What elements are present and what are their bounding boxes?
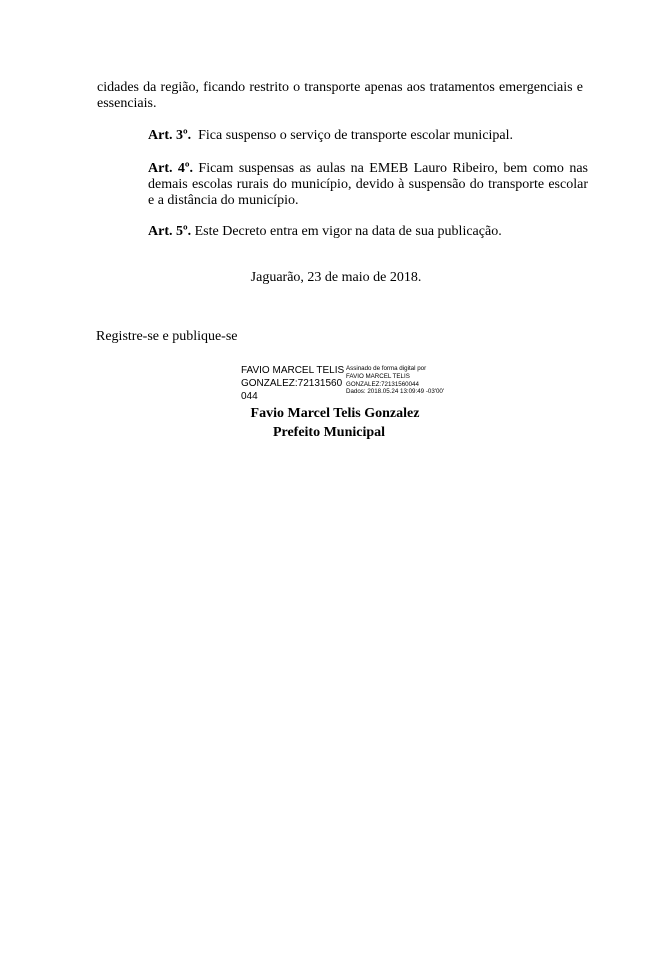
article-3-label: Art. 3º. — [148, 128, 192, 143]
digital-signature-line: Dados: 2018.05.24 13:09:49 -03'00' — [346, 388, 445, 396]
article-4 — [148, 161, 588, 209]
intro-paragraph-continuation: cidades da região, ficando restrito o transporte apenas aos tratamentos emergenciais e essenciais. — [97, 80, 583, 111]
digital-signature-line: FAVIO MARCEL TELIS — [346, 372, 410, 380]
digital-signature-line: GONZALEZ:72131560044 — [346, 380, 419, 388]
dateline — [0, 270, 672, 286]
digital-signature-line: Assinado de forma digital por — [346, 365, 427, 372]
dateline-text: Jaguarão, 23 de maio de 2018. — [250, 270, 422, 285]
article-5 — [148, 224, 588, 240]
article-3-text: Fica suspenso o serviço de transporte escolar municipal. — [198, 128, 514, 143]
article-5-text: Este Decreto entra em vigor na data de sua publicação. — [194, 224, 502, 239]
signer-title: Prefeito Municipal — [272, 425, 386, 440]
signer-block — [0, 406, 672, 444]
article-4-text: Ficam suspensas as aulas na EMEB Lauro Ribeiro, bem como nas demais escolas rurais do município, devido à suspensão do transporte escolar e a distância do município. — [148, 161, 588, 208]
article-4-label: Art. 4º. — [148, 161, 194, 176]
registre-publique-text: Registre-se e publique-se — [96, 329, 238, 344]
digital-signature-stamp — [241, 364, 471, 404]
signer-name: Favio Marcel Telis Gonzalez — [250, 406, 420, 421]
digital-signature-name: FAVIO MARCEL TELIS GONZALEZ:72131560044 — [241, 365, 345, 402]
article-5-label: Art. 5º. — [148, 224, 192, 239]
digital-signature-details — [346, 365, 471, 396]
article-3 — [148, 128, 588, 144]
